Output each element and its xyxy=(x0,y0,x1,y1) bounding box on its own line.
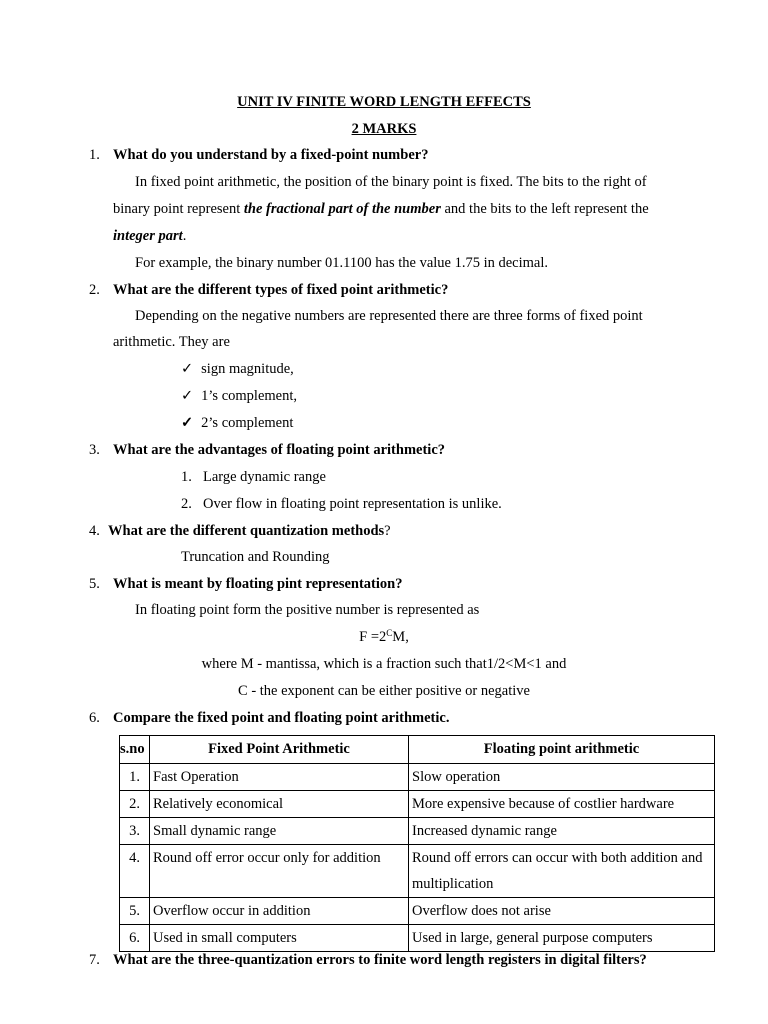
table-cell: Slow operation xyxy=(409,764,715,791)
check-icon: ✓ xyxy=(181,361,194,377)
table-row xyxy=(120,818,715,845)
table-cell: 4. xyxy=(120,845,150,898)
answer-text: arithmetic. They are xyxy=(113,334,230,350)
question-number: 3. xyxy=(89,442,100,458)
table-cell: Fast Operation xyxy=(150,764,409,791)
list-item: ✓ 1’s complement, xyxy=(181,388,297,404)
answer-text: where M - mantissa, which is a fraction such that1/2<M<1 and xyxy=(201,656,567,672)
question-5: What is meant by floating pint representation? xyxy=(113,576,403,592)
table-cell: Used in small computers xyxy=(150,925,409,952)
table-row xyxy=(120,898,715,925)
table-cell: 3. xyxy=(120,818,150,845)
table-cell: Used in large, general purpose computers xyxy=(409,925,715,952)
table-row xyxy=(120,791,715,818)
question-number: 6. xyxy=(89,710,100,726)
answer-text: C - the exponent can be either positive or negative xyxy=(238,683,530,699)
question-number: 2. xyxy=(89,282,100,298)
document-subtitle: 2 MARKS xyxy=(351,121,417,137)
table-cell: Small dynamic range xyxy=(150,818,409,845)
list-item: Over flow in floating point representation is unlike. xyxy=(203,496,502,512)
answer-text: binary point represent the fractional part of the number and the bits to the left represent the xyxy=(113,201,649,217)
formula: $F =2^CM$, xyxy=(359,628,409,645)
table-cell: 2. xyxy=(120,791,150,818)
answer-text: Depending on the negative numbers are represented there are three forms of fixed point xyxy=(135,308,643,324)
question-4: What are the different quantization methods? xyxy=(108,523,391,539)
answer-text: Truncation and Rounding xyxy=(181,549,330,565)
answer-text: For example, the binary number 01.1100 has the value 1.75 in decimal. xyxy=(135,255,549,271)
list-item: Large dynamic range xyxy=(203,469,326,485)
column-header: s.no xyxy=(120,736,150,764)
answer-text: integer part. xyxy=(113,228,187,244)
question-number: 1. xyxy=(89,147,100,163)
column-header: Floating point arithmetic xyxy=(409,736,715,764)
question-6: Compare the fixed point and floating point arithmetic. xyxy=(113,710,450,726)
table-cell: Overflow does not arise xyxy=(409,898,715,925)
check-icon: ✓ xyxy=(181,388,194,404)
question-number: 7. xyxy=(89,952,100,968)
table-cell: Increased dynamic range xyxy=(409,818,715,845)
table-cell: Round off errors can occur with both addition and multiplication xyxy=(409,845,715,898)
table-row xyxy=(120,925,715,952)
document-title: UNIT IV FINITE WORD LENGTH EFFECTS xyxy=(237,94,531,110)
list-item: ✓ sign magnitude, xyxy=(181,361,294,377)
answer-text: In fixed point arithmetic, the position of the binary point is fixed. The bits to the right of xyxy=(135,174,647,190)
table-cell: Relatively economical xyxy=(150,791,409,818)
list-item: ✓ 2’s complement xyxy=(181,415,294,431)
question-2: What are the different types of fixed point arithmetic? xyxy=(113,282,449,298)
table-cell: 1. xyxy=(120,764,150,791)
check-icon: ✓ xyxy=(181,415,194,431)
column-header: Fixed Point Arithmetic xyxy=(150,736,409,764)
table-cell: More expensive because of costlier hardware xyxy=(409,791,715,818)
question-7: What are the three-quantization errors to finite word length registers in digital filters? xyxy=(113,952,647,968)
table-cell: Overflow occur in addition xyxy=(150,898,409,925)
table-row xyxy=(120,764,715,791)
list-number: 1. xyxy=(181,469,192,485)
table-row xyxy=(120,845,715,898)
table-cell: 6. xyxy=(120,925,150,952)
question-number: 5. xyxy=(89,576,100,592)
table-header-row xyxy=(120,736,715,764)
list-number: 2. xyxy=(181,496,192,512)
comparison-table xyxy=(119,735,715,952)
question-1: What do you understand by a fixed-point number? xyxy=(113,147,429,163)
table-cell: Round off error occur only for addition xyxy=(150,845,409,898)
question-number: 4. xyxy=(89,523,100,539)
table-cell: 5. xyxy=(120,898,150,925)
answer-text: In floating point form the positive number is represented as xyxy=(135,602,480,618)
question-3: What are the advantages of floating point arithmetic? xyxy=(113,442,445,458)
